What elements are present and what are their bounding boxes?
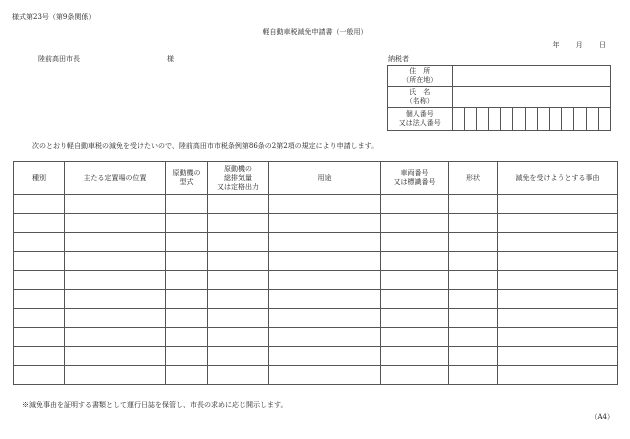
- table-cell[interactable]: [381, 366, 449, 385]
- table-cell[interactable]: [449, 366, 498, 385]
- table-cell[interactable]: [498, 366, 618, 385]
- column-header-text: 原動機の: [172, 169, 201, 177]
- table-cell[interactable]: [14, 290, 65, 309]
- column-header-text: 又は標識番号: [393, 178, 436, 186]
- column-header: [381, 162, 449, 195]
- table-cell[interactable]: [449, 328, 498, 347]
- table-cell[interactable]: [381, 271, 449, 290]
- table-row: [14, 233, 618, 252]
- table-cell[interactable]: [208, 271, 269, 290]
- table-cell[interactable]: [166, 328, 208, 347]
- id-digit-box[interactable]: [525, 108, 537, 131]
- table-cell[interactable]: [498, 347, 618, 366]
- column-header: [208, 162, 269, 195]
- table-cell[interactable]: [449, 214, 498, 233]
- id-digit-box[interactable]: [549, 108, 561, 131]
- column-header: [269, 162, 381, 195]
- id-digit-box[interactable]: [489, 108, 501, 131]
- table-cell[interactable]: [166, 195, 208, 214]
- table-cell[interactable]: [208, 347, 269, 366]
- id-digit-box[interactable]: [537, 108, 549, 131]
- column-header: [14, 162, 65, 195]
- vehicle-table: [13, 161, 618, 385]
- table-cell[interactable]: [65, 328, 166, 347]
- id-digit-box[interactable]: [464, 108, 476, 131]
- application-statement: 次のとおり軽自動車税の減免を受けたいので、陸前高田市市税条例第86条の2第2項の規定により申請します。: [32, 142, 379, 150]
- table-cell[interactable]: [166, 290, 208, 309]
- table-cell[interactable]: [166, 214, 208, 233]
- column-header-text: 用途: [317, 173, 332, 182]
- id-digit-box[interactable]: [574, 108, 586, 131]
- table-cell[interactable]: [381, 328, 449, 347]
- date-line: [553, 40, 606, 50]
- table-cell[interactable]: [269, 271, 381, 290]
- id-digit-box[interactable]: [476, 108, 488, 131]
- column-header: [449, 162, 498, 195]
- table-row: [14, 309, 618, 328]
- table-cell[interactable]: [269, 252, 381, 271]
- address-label: 住 所: [409, 67, 431, 75]
- column-header-text: 主たる定置場の位置: [83, 173, 147, 182]
- column-header-text: 減免を受けようとする事由: [515, 173, 600, 182]
- table-cell[interactable]: [449, 233, 498, 252]
- table-cell[interactable]: [381, 309, 449, 328]
- table-cell[interactable]: [208, 233, 269, 252]
- table-cell[interactable]: [65, 309, 166, 328]
- column-header-text: 車両番号: [400, 169, 429, 177]
- document-title: 軽自動車税減免申請書（一般用）: [262, 28, 368, 36]
- id-digit-box[interactable]: [598, 108, 610, 131]
- table-cell[interactable]: [269, 328, 381, 347]
- table-cell[interactable]: [449, 195, 498, 214]
- table-cell[interactable]: [381, 252, 449, 271]
- name-label: 氏 名: [409, 88, 431, 96]
- table-cell[interactable]: [14, 214, 65, 233]
- table-cell[interactable]: [14, 309, 65, 328]
- table-cell[interactable]: [166, 252, 208, 271]
- table-cell[interactable]: [269, 309, 381, 328]
- table-cell[interactable]: [449, 290, 498, 309]
- table-cell[interactable]: [208, 252, 269, 271]
- table-cell[interactable]: [14, 233, 65, 252]
- table-cell[interactable]: [449, 271, 498, 290]
- table-cell[interactable]: [269, 195, 381, 214]
- table-cell[interactable]: [166, 347, 208, 366]
- id-number-label: 個人番号: [405, 110, 434, 118]
- address-field[interactable]: [452, 66, 610, 87]
- table-cell[interactable]: [65, 290, 166, 309]
- name-label-cell: [388, 87, 453, 108]
- table-row: [14, 347, 618, 366]
- table-cell[interactable]: [381, 233, 449, 252]
- table-row: [14, 214, 618, 233]
- honorific: 様: [167, 55, 174, 63]
- table-cell[interactable]: [166, 309, 208, 328]
- table-cell[interactable]: [381, 214, 449, 233]
- id-digit-box[interactable]: [452, 108, 464, 131]
- table-row: [14, 252, 618, 271]
- address-label-cell: [388, 66, 453, 87]
- form-number: 様式第23号（第9条関係）: [12, 13, 96, 21]
- table-cell[interactable]: [449, 309, 498, 328]
- column-header-text: 形状: [466, 173, 480, 182]
- addressee: 陸前高田市長: [38, 55, 80, 63]
- table-cell[interactable]: [14, 195, 65, 214]
- table-cell[interactable]: [449, 252, 498, 271]
- paper-size: （A4）: [590, 413, 614, 421]
- table-cell[interactable]: [65, 233, 166, 252]
- table-cell[interactable]: [166, 233, 208, 252]
- table-cell[interactable]: [449, 347, 498, 366]
- table-cell[interactable]: [498, 328, 618, 347]
- footnote: ※減免事由を証明する書類として運行日誌を保管し、市長の求めに応じ開示します。: [22, 401, 288, 409]
- table-cell[interactable]: [208, 195, 269, 214]
- table-cell[interactable]: [166, 366, 208, 385]
- table-cell[interactable]: [498, 233, 618, 252]
- table-cell[interactable]: [14, 328, 65, 347]
- id-digit-box[interactable]: [586, 108, 598, 131]
- id-number-label-cell: [388, 108, 453, 131]
- taxpayer-info-box: [387, 65, 611, 131]
- table-cell[interactable]: [381, 290, 449, 309]
- table-cell[interactable]: [498, 214, 618, 233]
- table-cell[interactable]: [208, 309, 269, 328]
- table-cell[interactable]: [65, 366, 166, 385]
- date-year: 年: [552, 41, 560, 49]
- table-cell[interactable]: [381, 347, 449, 366]
- id-number-sublabel: 又は法人番号: [398, 119, 441, 127]
- column-header: [166, 162, 208, 195]
- column-header: [65, 162, 166, 195]
- id-digit-box[interactable]: [562, 108, 574, 131]
- table-row: [14, 195, 618, 214]
- table-cell[interactable]: [14, 347, 65, 366]
- column-header-text: 種別: [32, 173, 46, 182]
- table-cell[interactable]: [166, 271, 208, 290]
- table-cell[interactable]: [208, 366, 269, 385]
- column-header-text: 又は定格出力: [217, 182, 259, 191]
- table-cell[interactable]: [498, 290, 618, 309]
- column-header-text: 総排気量: [224, 173, 252, 182]
- table-cell[interactable]: [208, 328, 269, 347]
- table-cell[interactable]: [65, 214, 166, 233]
- table-cell[interactable]: [381, 195, 449, 214]
- table-row: [14, 366, 618, 385]
- name-sublabel: （名称）: [405, 97, 434, 105]
- column-header: [498, 162, 618, 195]
- table-cell[interactable]: [65, 271, 166, 290]
- table-cell[interactable]: [269, 214, 381, 233]
- id-digit-box[interactable]: [501, 108, 513, 131]
- table-cell[interactable]: [14, 366, 65, 385]
- table-cell[interactable]: [208, 214, 269, 233]
- table-cell[interactable]: [498, 271, 618, 290]
- table-cell[interactable]: [269, 347, 381, 366]
- table-cell[interactable]: [14, 271, 65, 290]
- table-cell[interactable]: [269, 366, 381, 385]
- table-cell[interactable]: [498, 195, 618, 214]
- name-field[interactable]: [452, 87, 610, 108]
- column-header-text: 型式: [179, 178, 194, 186]
- date-day: 日: [599, 41, 606, 49]
- taxpayer-label: 納税者: [388, 55, 409, 63]
- column-header-text: 原動機の: [224, 164, 252, 173]
- table-row: [14, 271, 618, 290]
- table-cell[interactable]: [14, 252, 65, 271]
- date-month: 月: [575, 41, 583, 49]
- table-cell[interactable]: [498, 252, 618, 271]
- table-cell[interactable]: [65, 252, 166, 271]
- table-cell[interactable]: [65, 347, 166, 366]
- table-cell[interactable]: [208, 290, 269, 309]
- id-digit-box[interactable]: [513, 108, 525, 131]
- table-row: [14, 328, 618, 347]
- address-sublabel: （所在地）: [402, 76, 438, 84]
- table-cell[interactable]: [269, 233, 381, 252]
- table-row: [14, 290, 618, 309]
- table-cell[interactable]: [65, 195, 166, 214]
- table-cell[interactable]: [269, 290, 381, 309]
- table-cell[interactable]: [498, 309, 618, 328]
